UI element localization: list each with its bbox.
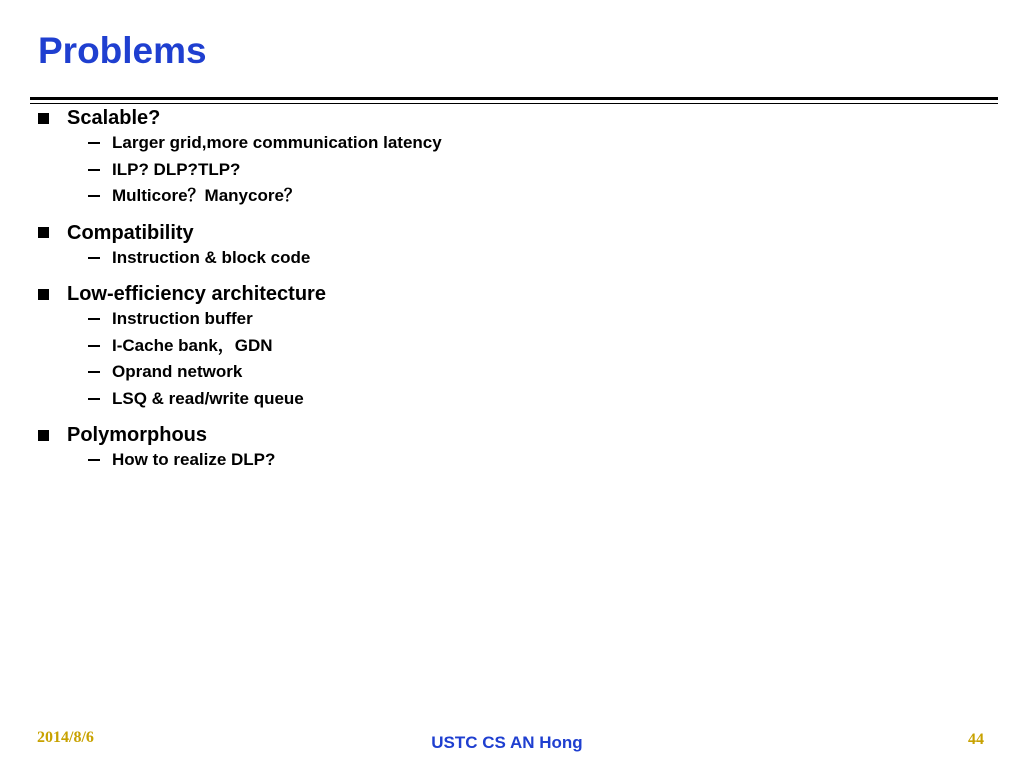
sub-item: [38, 333, 978, 360]
dash-bullet-icon: [88, 459, 100, 461]
sub-item-text: Instruction & block code: [112, 247, 311, 267]
page-number: 44: [968, 731, 984, 748]
sub-item: [38, 306, 978, 333]
title-divider-thin: [30, 103, 998, 104]
sub-item: [38, 359, 978, 386]
sub-item-text: Instruction buffer: [112, 309, 253, 329]
dash-bullet-icon: [88, 371, 100, 373]
bullet-low-efficiency: [38, 282, 978, 306]
bullet-scalable: [38, 106, 978, 130]
bullet-polymorphous: [38, 423, 978, 447]
bullet-heading: Compatibility: [67, 221, 194, 244]
sub-item: [38, 183, 978, 210]
dash-bullet-icon: [88, 318, 100, 320]
sub-item: [38, 130, 978, 157]
slide-title: Problems: [38, 30, 207, 71]
square-bullet-icon: [38, 113, 49, 124]
bullet-compatibility: [38, 221, 978, 245]
sub-item: [38, 245, 978, 272]
title-divider-thick: [30, 97, 998, 100]
sub-item-text: How to realize DLP?: [112, 450, 276, 470]
sub-item-text: I-Cache bank，GDN: [112, 335, 273, 355]
slide-body: [38, 106, 978, 474]
sub-item: [38, 157, 978, 184]
square-bullet-icon: [38, 430, 49, 441]
dash-bullet-icon: [88, 169, 100, 171]
square-bullet-icon: [38, 289, 49, 300]
bullet-heading: Scalable?: [67, 107, 161, 129]
dash-bullet-icon: [88, 142, 100, 144]
sub-item-text: ILP? DLP?TLP?: [112, 159, 241, 179]
footer-author: USTC CS AN Hong: [431, 733, 583, 752]
dash-bullet-icon: [88, 345, 100, 347]
square-bullet-icon: [38, 227, 49, 238]
sub-item: [38, 386, 978, 413]
dash-bullet-icon: [88, 398, 100, 400]
dash-bullet-icon: [88, 257, 100, 259]
sub-item-text: Larger grid,more communication latency: [112, 133, 442, 153]
sub-item-text: Oprand network: [112, 362, 243, 382]
bullet-heading: Low-efficiency architecture: [67, 283, 326, 305]
footer-date: 2014/8/6: [37, 729, 94, 746]
dash-bullet-icon: [88, 195, 100, 197]
sub-item-text: Multicore？Manycore？: [112, 186, 301, 206]
sub-item: [38, 447, 978, 474]
bullet-heading: Polymorphous: [67, 424, 208, 446]
sub-item-text: LSQ & read/write queue: [112, 388, 304, 408]
